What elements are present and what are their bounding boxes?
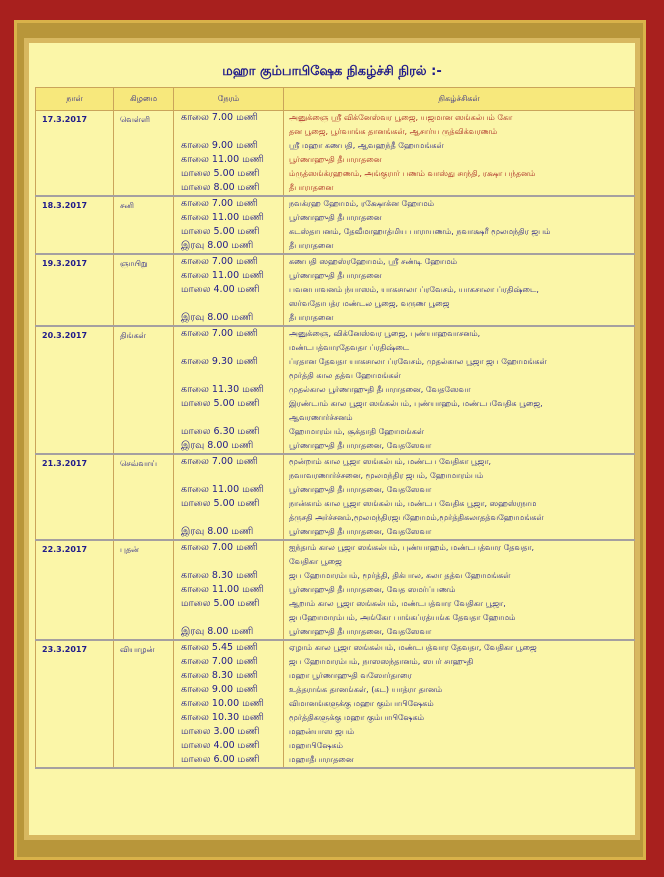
time-entry: காலை 9.30 மணி	[181, 356, 258, 367]
page-title: மஹா கும்பாபிஷேக நிகழ்ச்சி நிரல் :-	[222, 64, 442, 79]
event-entry: மஹாபிஷேகம்	[289, 741, 343, 750]
header-time: நேரம்	[174, 88, 284, 111]
event-entry: பவனபாவனம் ந்யாஸம், யாகசாலா ப்ரவேசம், யாகசாலா ப்ரதிஷ்டை,	[289, 285, 539, 294]
event-entry: மஹன்யாஸ ஜபம்	[289, 727, 355, 736]
event-entry: விமானங்களுக்கு மஹா கும்பாபிஷேகம்	[289, 699, 434, 708]
time-entry: காலை 7.00 மணி	[181, 256, 258, 267]
event-entry: ஜபஹோமாரம்பம், அங்கோ பாங்கப்ரத்யங்க தேவதா ஹோமம்	[289, 613, 516, 622]
event-entry: தீபாராதனை	[289, 313, 334, 322]
event-entry: பூர்ணாஹுதி தீபாராதனை, வேதஸேவா	[289, 527, 432, 536]
date-cell: 18.3.2017	[42, 201, 88, 210]
time-entry: மாலை 5.00 மணி	[181, 598, 260, 609]
date-cell: 17.3.2017	[42, 115, 88, 124]
event-entry: அனுக்ஞை, விக்னேஸ்வர பூஜை, புண்யாஹவாசனம்,	[289, 329, 481, 338]
time-entry: இரவு 8.00 மணி	[181, 240, 254, 251]
event-entry: முதல்கால பூர்ணாஹுதி தீபாராதனை, வேதஸேவா	[289, 385, 471, 394]
event-entry: அனுக்ஞை ஸ்ரீ விக்னேஸ்வர பூஜை, யஜமான ஸங்கல்பம் கோ	[289, 113, 513, 122]
time-entry: காலை 7.00 மணி	[181, 112, 258, 123]
event-entry: நவக்ரஹ ஹோமம், ரக்ஷோக்ன ஹோமம்	[289, 199, 435, 208]
time-entry	[174, 411, 283, 425]
event-entry: ஸர்வதோபத்ர மண்டல பூஜை, வருண பூஜை	[289, 299, 450, 308]
event-entry: தன பூஜை, பூர்வாங்க தானங்கள், ஆசார்ய ருத்விக்வரணம்	[289, 127, 498, 136]
time-entry	[174, 341, 283, 355]
time-entry: காலை 11.00 மணி	[181, 154, 264, 165]
event-entry: மூர்த்திகளுக்கு மஹா கும்பாபிஷேகம்	[289, 713, 425, 722]
event-entry: கடஸ்தாபனம், தேவீமாஹாத்மிய பாராயணம், நவாக்ஷரீ மூலமந்திர ஜபம்	[289, 227, 551, 236]
time-entry: இரவு 8.00 மணி	[181, 440, 254, 451]
time-entry: மாலை 6.30 மணி	[181, 426, 260, 437]
header-row	[36, 88, 635, 111]
time-entry: காலை 7.00 மணி	[181, 328, 258, 339]
time-entry: மாலை 3.00 மணி	[181, 726, 260, 737]
time-entry: இரவு 8.00 மணி	[181, 312, 254, 323]
date-cell: 20.3.2017	[42, 331, 88, 340]
day-row	[36, 454, 635, 540]
time-entry: மாலை 5.00 மணி	[181, 226, 260, 237]
date-cell: 19.3.2017	[42, 259, 88, 268]
event-entry: ஏழாம் கால பூஜா ஸங்கல்பம், மண்டபத்வார தேவதா, வேதிகா பூஜை	[289, 643, 537, 652]
event-entry: ஜப ஹோமாரம்பம், நாஸஸந்தானம், ஸபர் சாஹுதி	[289, 657, 474, 666]
time-entry: காலை 7.00 மணி	[181, 198, 258, 209]
time-entry: காலை 8.30 மணி	[181, 570, 258, 581]
event-entry: பூர்ணாஹுதி தீபாராதனை	[289, 271, 382, 280]
event-entry: நவாவரணார்ச்சனை, மூலமந்திர ஜபம், ஹோமாரம்பம்	[289, 471, 484, 480]
time-entry: மாலை 6.00 மணி	[181, 754, 260, 765]
time-entry: காலை 9.00 மணி	[181, 684, 258, 695]
time-entry: காலை 11.00 மணி	[181, 484, 264, 495]
event-entry: மண்டபத்வாரதேவதா ப்ரதிஷ்டை	[289, 343, 410, 352]
day-row	[36, 640, 635, 768]
time-entry: இரவு 8.00 மணி	[181, 526, 254, 537]
time-entry	[174, 297, 283, 311]
event-entry: பூர்ணாஹுதி தீபாராதனை, வேதஸேவா	[289, 627, 432, 636]
event-entry: ஜப ஹோமாரம்பம், மூர்த்தி, திக்பால, கலா தத்வ ஹோமங்கள்	[289, 571, 511, 580]
time-entry: காலை 11.00 மணி	[181, 212, 264, 223]
event-entry: பூர்ணாஹுதி தீபாராதனை	[289, 155, 382, 164]
event-entry: ஆவரணார்ச்சனம்	[289, 413, 353, 422]
time-entry	[174, 469, 283, 483]
weekday-cell: ஞாயிறு	[120, 259, 148, 268]
date-cell: 23.3.2017	[42, 645, 88, 654]
time-entry	[174, 369, 283, 383]
date-cell: 22.3.2017	[42, 545, 88, 554]
header-day: கிழமை	[114, 88, 174, 111]
time-entry: மாலை 4.00 மணி	[181, 284, 260, 295]
event-entry: தீபாராதனை	[289, 183, 334, 192]
day-row	[36, 196, 635, 254]
time-entry: காலை 7.00 மணி	[181, 542, 258, 553]
time-entry: காலை 11.00 மணி	[181, 584, 264, 595]
event-entry: ஆறாம் கால பூஜா ஸங்கல்பம், மண்டபத்வார வேதிகா பூஜா,	[289, 599, 506, 608]
time-entry	[174, 511, 283, 525]
header-events: நிகழ்ச்சிகள்	[284, 88, 635, 111]
event-entry: ஹோமாரம்பம், சூக்தாதி ஹோமங்கள்	[289, 427, 425, 436]
time-entry: காலை 11.00 மணி	[181, 270, 264, 281]
time-entry: மாலை 8.00 மணி	[181, 182, 260, 193]
weekday-cell: செவ்வாய்	[120, 459, 158, 468]
weekday-cell: புதன்	[120, 545, 139, 554]
event-entry: உத்தராங்க தானங்கள், (கட) யாத்ரா தானம்	[289, 685, 443, 694]
day-row	[36, 326, 635, 454]
time-entry: காலை 9.00 மணி	[181, 140, 258, 151]
event-entry: பூர்ணாஹுதி தீபாராதனை, வேதஸேவா	[289, 441, 432, 450]
time-entry: காலை 5.45 மணி	[181, 642, 258, 653]
event-entry: இரண்டாம் கால பூஜா ஸங்கல்பம், புண்யாஹம், மண்டபவேதிக பூஜை,	[289, 399, 543, 408]
day-row	[36, 254, 635, 326]
event-entry: தீபாராதனை	[289, 241, 334, 250]
event-entry: ஐந்தாம் கால பூஜா ஸங்கல்பம், புண்யாஹம், மண்டபத்வார தேவதா,	[289, 543, 535, 552]
time-entry: மாலை 5.00 மணி	[181, 168, 260, 179]
time-entry: மாலை 5.00 மணி	[181, 498, 260, 509]
event-entry: வேதிகா பூஜை	[289, 557, 342, 566]
time-entry	[174, 611, 283, 625]
time-entry: காலை 7.00 மணி	[181, 456, 258, 467]
day-row	[36, 111, 635, 197]
event-entry: ப்ரதான தேவதா யாகசாலா ப்ரவேசம், முதல்கால பூஜா ஜப ஹோமங்கள்	[289, 357, 547, 366]
weekday-cell: சனி	[120, 201, 134, 210]
event-entry: த்ருசதி அர்ச்சனம்,மூலமந்திரஜபஹோமம்,மூர்த்திகலாதத்வஹோமங்கள்	[289, 513, 544, 522]
event-entry: ம்ருத்ஸங்க்ரஹணம், அங்குரார் பணம் வாஸ்து சாந்தி, ரக்ஷா பந்தனம்	[289, 169, 536, 178]
time-entry	[174, 555, 283, 569]
event-entry: பூர்ணாஹுதி தீபாராதனை	[289, 213, 382, 222]
event-entry: கணபதி ஸஹஸ்ரஹோமம், ஸ்ரீ சண்டி ஹோமம்	[289, 257, 458, 266]
time-entry: மாலை 5.00 மணி	[181, 398, 260, 409]
schedule-table	[35, 87, 635, 769]
event-entry: மஹாதீபாராதனை	[289, 755, 354, 764]
weekday-cell: வியாழன்	[120, 645, 155, 654]
time-entry: மாலை 4.00 மணி	[181, 740, 260, 751]
day-row	[36, 540, 635, 640]
time-entry: இரவு 8.00 மணி	[181, 626, 254, 637]
time-entry	[174, 125, 283, 139]
time-entry: காலை 11.30 மணி	[181, 384, 264, 395]
event-entry: மூர்த்தி கால தத்வ ஹோமங்கள்	[289, 371, 401, 380]
event-entry: நான்காம் கால பூஜா ஸங்கல்பம், மண்டப வேதிக பூஜா, ஸஹஸ்ரநாம	[289, 499, 537, 508]
event-entry: ஸ்ரீ மஹா கணபதி, ஆவஹந்தீ ஹோமங்கள்	[289, 141, 444, 150]
header-date: நாள்	[36, 88, 114, 111]
weekday-cell: வெள்ளி	[120, 115, 150, 124]
event-entry: பூர்ணாஹுதி தீபாராதனை, வேதஸேவா	[289, 485, 432, 494]
time-entry: காலை 7.00 மணி	[181, 656, 258, 667]
time-entry: காலை 10.30 மணி	[181, 712, 264, 723]
time-entry: காலை 10.00 மணி	[181, 698, 264, 709]
event-entry: மஹா பூர்ணாஹுதி வஸோர்தாரை	[289, 671, 412, 680]
time-entry: காலை 8.30 மணி	[181, 670, 258, 681]
date-cell: 21.3.2017	[42, 459, 88, 468]
event-entry: மூன்றாம் கால பூஜா ஸங்கல்பம், மண்டப வேதிகா பூஜா,	[289, 457, 492, 466]
weekday-cell: திங்கள்	[120, 331, 146, 340]
event-entry: பூர்ணாஹுதி தீபாராதனை, வேத ஸமர்ப்பணம்	[289, 585, 456, 594]
